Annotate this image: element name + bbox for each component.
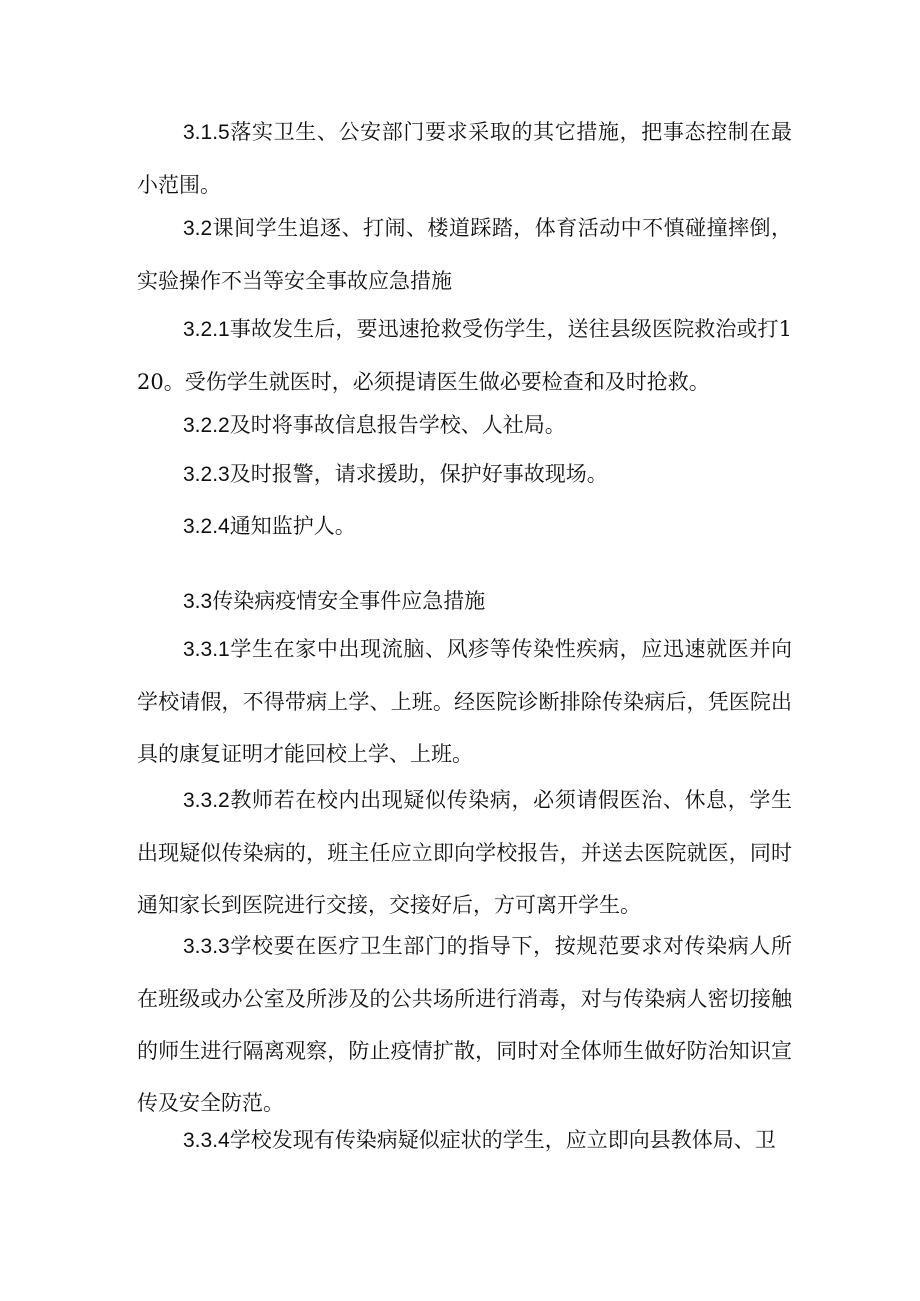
paragraph-text: 落实卫生、公安部门要求采取的其它措施，把事态控制在最小范围。	[137, 120, 792, 197]
paragraph-text: 教师若在校内出现疑似传染病，必须请假医治、休息，学生出现疑似传染病的，班主任应立即向学校报告，并送去医院就医，同时通知家长到医院进行交接，交接好后，方可离开学生。	[137, 788, 792, 917]
paragraph-3-2-4	[137, 500, 792, 553]
paragraph-text: 课间学生追逐、打闹、楼道踩踏，体育活动中不慎碰撞摔倒，实验操作不当等安全事故应急措施	[137, 216, 792, 293]
section-number: 3.3	[183, 590, 213, 613]
paragraph-3-3-1	[137, 623, 792, 780]
section-number: 3.2.2	[183, 414, 230, 437]
paragraph-3-3-4	[137, 1114, 792, 1167]
paragraph-3-1-5	[137, 106, 792, 211]
section-number: 3.3.3	[183, 935, 230, 958]
paragraph-text: 通知监护人。	[229, 514, 356, 538]
paragraph-3-2-1	[137, 303, 792, 408]
paragraph-text: 学生在家中出现流脑、风疹等传染性疾病，应迅速就医并向学校请假，不得带病上学、上班。经医院诊断排除传染病后，凭医院出具的康复证明才能回校上学、上班。	[137, 637, 792, 766]
section-number: 3.1.5	[183, 121, 230, 144]
paragraph-text: 学校发现有传染病疑似症状的学生，应立即向县教体局、卫	[229, 1128, 776, 1152]
paragraph-text: 及时报警，请求援助，保护好事故现场。	[229, 462, 608, 486]
section-number: 3.2.4	[183, 515, 230, 538]
paragraph-text: 及时将事故信息报告学校、人社局。	[229, 413, 566, 437]
paragraph-3-3-2	[137, 774, 792, 931]
paragraph-3-3	[137, 575, 792, 628]
section-number: 3.3.4	[183, 1129, 230, 1152]
section-number: 3.3.1	[183, 638, 230, 661]
paragraph-text: 事故发生后，要迅速抢救受伤学生，送往县级医院救治或打120。受伤学生就医时，必须提请医生做必要检查和及时抢救。	[137, 317, 792, 394]
paragraph-3-2-3	[137, 448, 792, 501]
section-number: 3.2	[183, 217, 213, 240]
paragraph-3-3-3	[137, 920, 792, 1129]
paragraph-text: 传染病疫情安全事件应急措施	[212, 589, 486, 613]
section-number: 3.3.2	[183, 789, 230, 812]
section-number: 3.2.1	[183, 318, 230, 341]
section-number: 3.2.3	[183, 463, 230, 486]
paragraph-text: 学校要在医疗卫生部门的指导下，按规范要求对传染病人所在班级或办公室及所涉及的公共场所进行消毒，对与传染病人密切接触的师生进行隔离观察，防止疫情扩散，同时对全体师生做好防治知识宣传及安全防范。	[137, 934, 792, 1115]
paragraph-3-2-2	[137, 399, 792, 452]
paragraph-3-2	[137, 202, 792, 307]
